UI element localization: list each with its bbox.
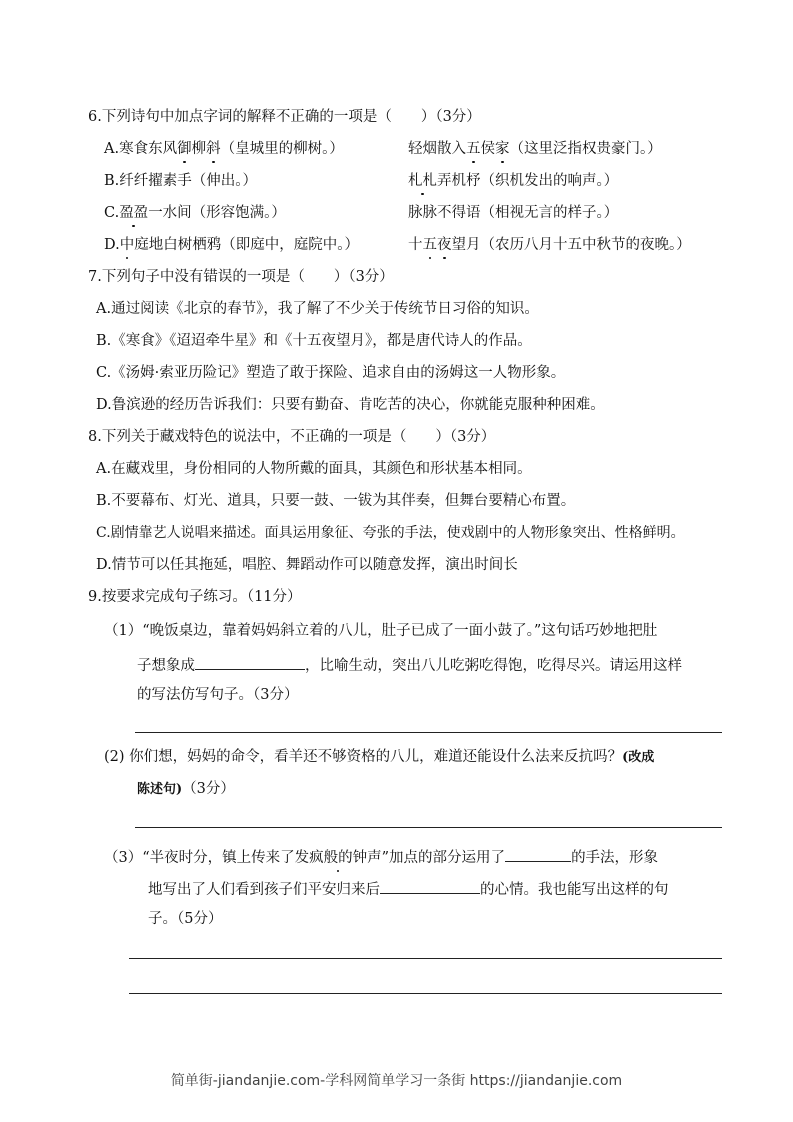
q6-option-d2: 十五夜望月（农历八月十五中秋节的夜晚。） [408, 237, 691, 253]
q9-part2-answer-line[interactable] [135, 827, 722, 828]
q6-option-c2: 脉脉不得语（相视无言的样子。） [408, 205, 619, 221]
q7-option-a: A.通过阅读《北京的春节》，我了解了不少关于传统节日习俗的知识。 [96, 301, 539, 317]
q6-option-b1: B.纤纤擢素手（伸出。） [104, 173, 258, 189]
q6-option-d1: D.中庭地白树栖鸦（即庭中，庭院中。） [104, 237, 359, 253]
q9-part1-answer-line[interactable] [135, 732, 722, 733]
q6-stem: 6.下列诗句中加点字词的解释不正确的一项是（ ）（3分） [88, 109, 481, 125]
q8-option-a: A.在藏戏里，身份相同的人物所戴的面具，其颜色和形状基本相同。 [96, 461, 532, 477]
q8-option-c: C.剧情靠艺人说唱来描述。面具运用象征、夸张的手法，使戏剧中的人物形象突出、性格鲜明。 [96, 525, 685, 541]
q9-part2-line2: 陈述句)（3分） [137, 781, 235, 797]
q9-part1-fill-blank[interactable] [195, 653, 305, 670]
q9-part3-line3: 子。（5分） [148, 911, 223, 927]
q9-part3-fill-blank-2[interactable] [380, 877, 480, 894]
q9-part1-line3: 的写法仿写句子。（3分） [137, 687, 299, 703]
q6-option-c1: C.盈盈一水间（形容饱满。） [104, 205, 286, 221]
q9-part1-line2: 子想象成 ，比喻生动，突出八儿吃粥吃得饱，吃得尽兴。请运用这样 [137, 653, 682, 676]
q6-option-b2: 札札弄机杼（织机发出的响声。） [408, 173, 619, 189]
q9-part3-line1: （3）“半夜时分，镇上传来了发疯般的钟声”加点的部分运用了 的手法，形象 [104, 845, 658, 868]
q8-option-d: D.情节可以任其拖延，唱腔、舞蹈动作可以随意发挥，演出时间长 [96, 557, 518, 573]
q9-part1-line1: （1）“晚饭桌边，靠着妈妈斜立着的八儿，肚子已成了一面小鼓了。”这句话巧妙地把肚 [104, 623, 658, 639]
q6-option-a1: A.寒食东风御柳斜（皇城里的柳树。） [104, 141, 344, 157]
q9-part3-answer-line-2[interactable] [129, 993, 722, 994]
q8-stem: 8.下列关于藏戏特色的说法中，不正确的一项是（ ）（3分） [88, 429, 496, 445]
q9-part3-answer-line-1[interactable] [129, 958, 722, 959]
q7-option-d: D.鲁滨逊的经历告诉我们：只要有勤奋、肯吃苦的决心，你就能克服种种困难。 [96, 397, 605, 413]
q8-option-b: B.不要幕布、灯光、道具，只要一鼓、一钹为其伴奏，但舞台要精心布置。 [96, 493, 576, 509]
q7-option-c: C.《汤姆·索亚历险记》塑造了敢于探险、追求自由的汤姆这一人物形象。 [96, 365, 566, 381]
q7-stem: 7.下列句子中没有错误的一项是（ ）（3分） [88, 269, 394, 285]
q9-part2-line1: (2) 你们想，妈妈的命令，看羊还不够资格的八儿，难道还能设什么法来反抗吗？(改成 [104, 749, 655, 765]
q9-part3-line2: 地写出了人们看到孩子们平安归来后 的心情。我也能写出这样的句 [148, 877, 669, 900]
page-footer: 简单街-jiandanjie.com-学科网简单学习一条街 https://jiandanjie.com [170, 1073, 623, 1089]
q6-option-a2: 轻烟散入五侯家（这里泛指权贵豪门。） [408, 141, 662, 157]
q7-option-b: B.《寒食》《迢迢牵牛星》和《十五夜望月》，都是唐代诗人的作品。 [96, 333, 532, 349]
q9-stem: 9.按要求完成句子练习。（11分） [88, 589, 302, 605]
q9-part3-fill-blank-1[interactable] [505, 845, 571, 862]
